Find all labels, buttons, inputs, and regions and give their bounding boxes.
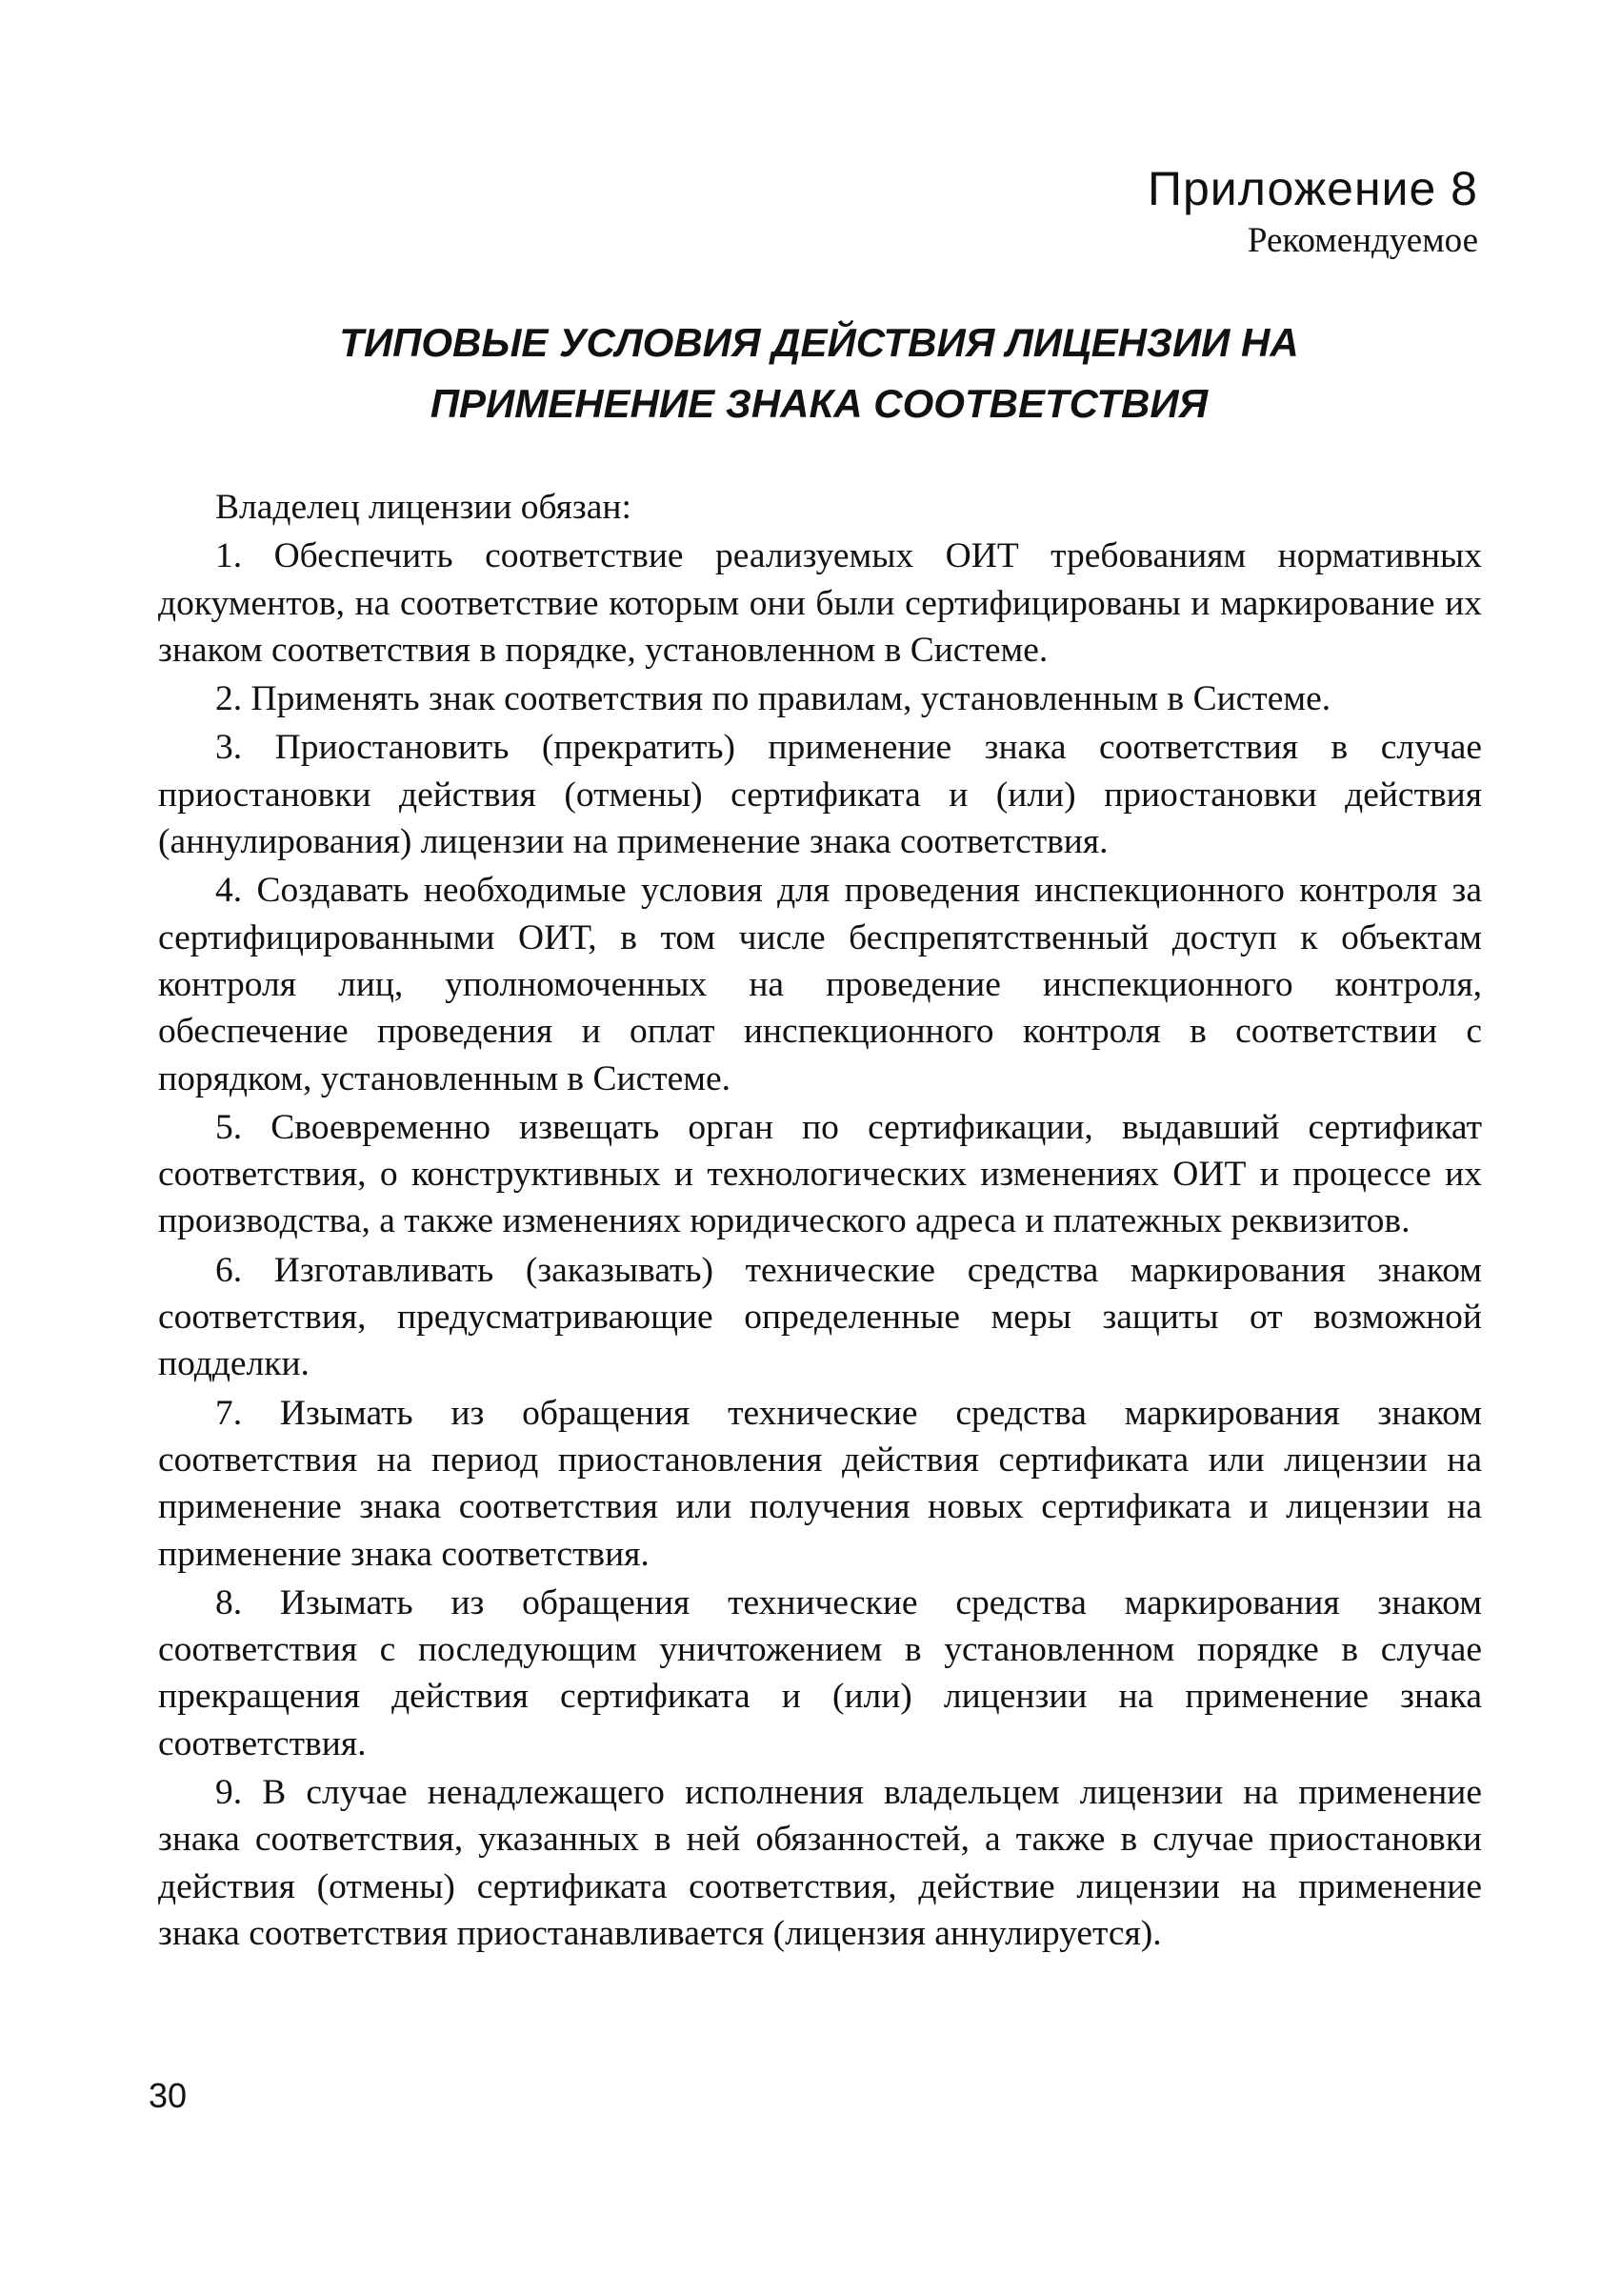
- clause-5: 5. Своевременно извещать орган по сертификации, выдавший сертификат соответствия, о конструктивных и технологических изменениях ОИТ и процессе их производства, а также изменениях юридического адреса и платежных реквизитов.: [158, 1107, 1482, 1241]
- clause-2: 2. Применять знак соответствия по правилам, установленным в Системе.: [215, 679, 1331, 719]
- clause-8: 8. Изымать из обращения технические средства маркирования знаком соответствия с последующим уничтожением в установленном порядке в случае прекращения действия сертификата и (или) лицензии на применение знака соответствия.: [158, 1582, 1482, 1763]
- document-title: [238, 312, 1400, 434]
- clause-1: 1. Обеспечить соответствие реализуемых ОИТ требованиям нормативных документов, на соответствие которым они были сертифицированы и маркирование их знаком соответствия в порядке, установленном в Системе.: [158, 536, 1482, 670]
- document-body: [158, 484, 1482, 1959]
- page-number: 30: [149, 2076, 188, 2115]
- appendix-status: Рекомендуемое: [1247, 221, 1478, 260]
- clause-9: 9. В случае ненадлежащего исполнения владельцем лицензии на применение знака соответствия, указанных в ней обязанностей, а также в случае приостановки действия (отмены) сертификата соответствия, действие лицензии на применение знака соответствия приостанавливается (лицензия аннулируется).: [158, 1773, 1482, 1953]
- clause-6: 6. Изготавливать (заказывать) технические средства маркирования знаком соответствия, предусматривающие определенные меры защиты от возможной подделки.: [158, 1250, 1482, 1384]
- title-line-2: ПРИМЕНЕНИЕ ЗНАКА СООТВЕТСТВИЯ: [430, 381, 1209, 426]
- intro-paragraph: Владелец лицензии обязан:: [215, 488, 631, 527]
- appendix-header: [1148, 160, 1478, 263]
- appendix-label: Приложение 8: [1148, 162, 1478, 215]
- title-line-1: ТИПОВЫЕ УСЛОВИЯ ДЕЙСТВИЯ ЛИЦЕНЗИИ НА: [339, 320, 1299, 365]
- clause-4: 4. Создавать необходимые условия для проведения инспекционного контроля за сертифицированными ОИТ, в том числе беспрепятственный доступ к объектам контроля лиц, уполномоченных на проведение инспекционного контроля, обеспечение проведения и оплат инспекционного контроля в соответствии с порядком, установленным в Системе.: [158, 871, 1482, 1098]
- clause-3: 3. Приостановить (прекратить) применение знака соответствия в случае приостановки действия (отмены) сертификата и (или) приостановки действия (аннулирования) лицензии на применение знака соответствия.: [158, 728, 1482, 862]
- clause-7: 7. Изымать из обращения технические средства маркирования знаком соответствия на период приостановления действия сертификата или лицензии на применение знака соответствия или получения новых сертификата и лицензии на применение знака соответствия.: [158, 1393, 1482, 1574]
